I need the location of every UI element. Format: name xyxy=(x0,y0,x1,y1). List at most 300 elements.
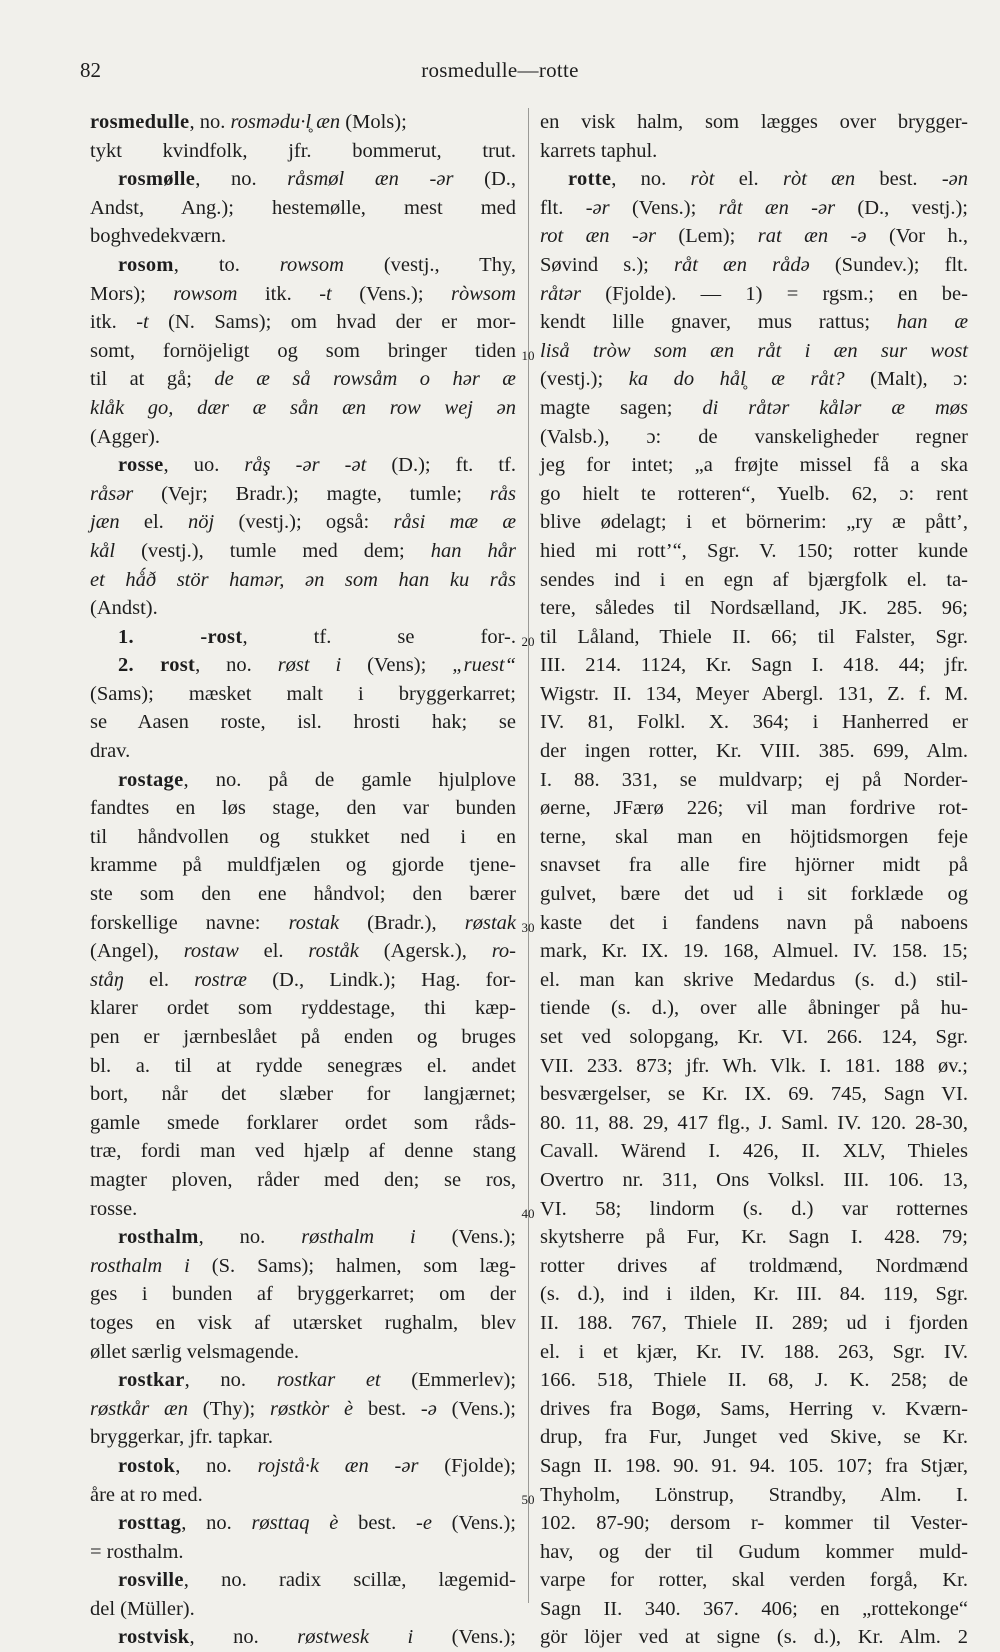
text-run: Andst, Ang.); hestemølle, mest med xyxy=(90,196,516,219)
text-run: se Aasen roste, isl. hrosti hak; se xyxy=(90,711,516,734)
text-line xyxy=(90,137,516,166)
dialect-form: røstkår æn xyxy=(90,1397,188,1420)
text-line xyxy=(90,851,516,880)
text-run: Sagn II. 340. 367. 406; en „rottekonge“ xyxy=(540,1597,968,1620)
text-line xyxy=(540,251,968,280)
text-run: gamle smede forklarer ordet som råds- xyxy=(90,1111,516,1134)
text-run: (Malt), ɔ: xyxy=(844,368,968,391)
text-line xyxy=(90,1366,516,1395)
text-line xyxy=(540,137,968,166)
text-run: , no. xyxy=(195,654,278,677)
text-line xyxy=(90,1481,516,1510)
text-line xyxy=(90,766,516,795)
text-run: tere, således til Nordsælland, JK. 285. 96; xyxy=(540,597,968,620)
text-run: set ved solopgang, Kr. VI. 266. 124, Sgr. xyxy=(540,1026,968,1048)
text-run: , to. xyxy=(173,253,280,276)
text-line xyxy=(540,1166,968,1195)
text-line xyxy=(540,280,968,309)
dialect-form: rojstå·k æn -ər xyxy=(257,1454,419,1477)
text-line xyxy=(90,1509,516,1538)
text-line xyxy=(90,1080,516,1109)
headword: rotte xyxy=(568,168,612,191)
text-run: (vestj.), tumle med dem; xyxy=(115,539,431,562)
text-line xyxy=(540,623,968,652)
text-line xyxy=(90,480,516,509)
text-run: (D., Lindk.); Hag. for- xyxy=(246,968,516,991)
text-line xyxy=(90,337,516,366)
text-run: itk. xyxy=(237,282,320,305)
text-line xyxy=(540,1481,968,1510)
text-run: (N. Sams); om hvad der er mor- xyxy=(148,311,516,334)
text-run: , tf. se for-. xyxy=(242,625,516,648)
text-run: ste som den ene håndvol; den bærer xyxy=(90,883,516,906)
text-line xyxy=(540,1052,968,1081)
text-line xyxy=(540,1338,968,1367)
text-line xyxy=(540,1452,968,1481)
line-number: 20 xyxy=(521,634,535,649)
text-line xyxy=(90,251,516,280)
headword: rosttag xyxy=(118,1512,182,1535)
dialect-form: roståk xyxy=(308,940,359,963)
dialect-form: rowsom xyxy=(279,253,344,276)
text-run: jeg for intet; „a frøjte missel få a ska xyxy=(540,454,968,477)
text-line xyxy=(540,1366,968,1395)
dialect-form: råt æn -ər xyxy=(718,196,836,219)
text-run: til at gå; xyxy=(90,368,215,391)
text-line xyxy=(540,1109,968,1138)
text-line xyxy=(540,194,968,223)
text-line xyxy=(90,194,516,223)
dialect-form: -e xyxy=(416,1512,432,1535)
line-number: 30 xyxy=(521,920,535,935)
text-run: blive ødelagt; i et börnerim: „ry æ pått’, xyxy=(540,511,968,534)
headword: rosse xyxy=(118,454,164,477)
text-run: best. xyxy=(855,168,942,191)
text-run: fandtes en løs stage, den var bunden xyxy=(90,797,516,820)
text-run: hied mi rott’“, Sgr. V. 150; rotter kunde xyxy=(540,539,968,562)
text-line xyxy=(540,1623,968,1652)
text-line xyxy=(90,308,516,337)
text-run: II. 188. 767, Thiele II. 289; ud i fjorden xyxy=(540,1311,968,1334)
text-run: (vestj.); xyxy=(540,368,629,391)
text-run: VI. 58; lindorm (s. d.) var rotternes xyxy=(540,1197,968,1220)
text-line xyxy=(90,823,516,852)
text-line xyxy=(90,423,516,452)
text-run: , no. xyxy=(198,1226,302,1249)
text-line xyxy=(90,909,516,938)
right-column xyxy=(540,108,968,1652)
text-run: tiende (s. d.), over alle åbninger på hu- xyxy=(540,997,968,1020)
dialect-form: rostkar et xyxy=(276,1369,381,1392)
dialect-form: rosmədu·l̥ æn xyxy=(230,111,341,133)
text-line xyxy=(540,651,968,680)
text-line xyxy=(540,1538,968,1567)
text-line xyxy=(540,1566,968,1595)
text-line xyxy=(90,1109,516,1138)
text-run: en visk halm, som lægges over brygger- xyxy=(540,111,968,133)
text-run: , no. xyxy=(611,168,691,191)
dialect-form: ròt xyxy=(690,168,715,191)
text-run: el. xyxy=(123,968,195,991)
dialect-form: råsmøl æn -ər xyxy=(287,168,454,191)
text-run: Sagn II. 198. 90. 91. 94. 105. 107; fra Stjær, xyxy=(540,1454,968,1477)
text-run: forskellige navne: xyxy=(90,911,289,934)
text-line xyxy=(540,394,968,423)
text-run: skytsherre på Fur, Kr. Sagn I. 428. 79; xyxy=(540,1226,968,1249)
text-run: gulvet, bære det ud i sit forklæde og xyxy=(540,883,968,906)
text-run: (Vens.); xyxy=(609,196,719,219)
text-run: (vestj.); også: xyxy=(214,511,394,534)
text-line xyxy=(90,880,516,909)
text-line xyxy=(540,708,968,737)
text-run: (Vejr; Bradr.); magte, tumle; xyxy=(133,482,490,505)
text-run: (Vens.); xyxy=(436,1397,517,1420)
dialect-form: rosthalm i xyxy=(90,1254,190,1277)
dialect-form: -ər xyxy=(585,196,610,219)
text-line xyxy=(540,1023,968,1052)
text-line xyxy=(540,365,968,394)
text-run: gör löjer ved at signe (s. d.), Kr. Alm. 2 xyxy=(540,1626,968,1649)
text-run: flt. xyxy=(540,196,586,219)
text-run: klarer ordet som ryddestage, thi kæp- xyxy=(90,997,516,1020)
text-line xyxy=(90,1309,516,1338)
text-run: , no. radix scillæ, lægemid- xyxy=(183,1569,516,1592)
text-run: (Vor h., xyxy=(866,225,968,248)
text-line xyxy=(90,508,516,537)
column-divider xyxy=(528,108,529,1603)
dialect-form: jæn xyxy=(90,511,120,534)
text-line xyxy=(540,1423,968,1452)
text-run: = rosthalm. xyxy=(90,1540,184,1563)
text-line xyxy=(540,966,968,995)
text-run: III. 214. 1124, Kr. Sagn I. 418. 44; jfr. xyxy=(540,654,968,677)
dialect-form: han æ xyxy=(896,311,968,334)
running-head: rosmedulle—rotte xyxy=(421,58,579,82)
text-line xyxy=(90,537,516,566)
dialect-form: rot æn -ər xyxy=(540,225,656,248)
dialect-form: røstwesk i xyxy=(297,1626,414,1649)
text-line xyxy=(540,1252,968,1281)
text-run: (Sams); mæsket malt i bryggerkarret; xyxy=(90,682,516,705)
text-run: mark, Kr. IX. 19. 168, Almuel. IV. 158. 15; xyxy=(540,940,968,963)
text-line xyxy=(90,680,516,709)
dialect-form: rowsom xyxy=(173,282,238,305)
text-run: (Vens); xyxy=(341,654,453,677)
text-line xyxy=(540,594,968,623)
text-line xyxy=(90,451,516,480)
text-run: terne, skal man en höjtidsmorgen feje xyxy=(540,825,968,848)
text-line xyxy=(90,1566,516,1595)
dialect-form: „ruest“ xyxy=(452,654,516,677)
text-run: Søvind s.); xyxy=(540,253,674,276)
text-run: VII. 233. 873; jfr. Wh. Vlk. I. 181. 188 øv.; xyxy=(540,1054,968,1077)
text-line xyxy=(540,737,968,766)
text-run: somt, fornöjeligt og som bringer tiden xyxy=(90,339,516,362)
text-line xyxy=(540,337,968,366)
text-run: (Angel), xyxy=(90,940,184,963)
text-run: (S. Sams); halmen, som læg- xyxy=(189,1254,516,1277)
text-line xyxy=(540,566,968,595)
dialect-form: kål xyxy=(90,539,116,562)
text-run: (Andst). xyxy=(90,597,158,620)
text-run: , no. xyxy=(181,1512,252,1535)
text-run: (D.); ft. tf. xyxy=(366,454,517,477)
text-line xyxy=(540,1080,968,1109)
text-line xyxy=(90,222,516,251)
text-run: el. xyxy=(238,940,309,963)
headword: rostkar xyxy=(118,1369,185,1392)
text-run: (Vens.); xyxy=(431,1512,517,1535)
text-run: (Agersk.), xyxy=(358,940,492,963)
text-line xyxy=(540,823,968,852)
text-run: , no. xyxy=(189,111,231,133)
headword: rosmølle xyxy=(118,168,196,191)
text-line xyxy=(90,1166,516,1195)
text-run: der ingen rotter, Kr. VIII. 385. 699, Alm. xyxy=(540,740,968,763)
line-number: 50 xyxy=(521,1492,535,1507)
text-run: del (Müller). xyxy=(90,1597,195,1620)
dialect-form: -ə xyxy=(420,1397,437,1420)
text-line xyxy=(540,222,968,251)
text-line xyxy=(90,1452,516,1481)
text-run: , no. på de gamle hjulplove xyxy=(183,768,516,791)
text-line xyxy=(90,1052,516,1081)
text-run: (Emmerlev); xyxy=(380,1369,517,1392)
text-line xyxy=(90,280,516,309)
dialect-form: ka do hål̥ æ råt? xyxy=(628,368,845,391)
left-column xyxy=(90,108,516,1652)
text-run: (Vens.); xyxy=(413,1626,516,1649)
text-run: Thyholm, Lönstrup, Strandby, Alm. I. xyxy=(540,1483,968,1506)
text-line xyxy=(540,480,968,509)
text-run: drup, fra Fur, Junget ved Skive, se Kr. xyxy=(540,1426,968,1449)
text-run: 80. 11, 88. 29, 417 flg., J. Saml. IV. 120. 28-30, xyxy=(540,1111,968,1134)
text-line xyxy=(90,1252,516,1281)
text-run: sendes ind i en egn af bjærgfolk el. ta- xyxy=(540,568,968,591)
text-line xyxy=(540,423,968,452)
text-run: drives fra Bogø, Sams, Herring v. Kværn- xyxy=(540,1397,968,1420)
text-run: (Fjolde); xyxy=(418,1454,517,1477)
text-run: , no. xyxy=(184,1369,277,1392)
text-line xyxy=(90,937,516,966)
text-run: Cavall. Wärend I. 426, II. XLV, Thieles xyxy=(540,1140,968,1163)
text-line xyxy=(540,1395,968,1424)
dialect-form: ståŋ xyxy=(90,968,124,991)
text-line xyxy=(540,1509,968,1538)
dialect-form: rostak xyxy=(288,911,340,934)
text-run: (Vens.); xyxy=(415,1226,516,1249)
text-line xyxy=(540,308,968,337)
text-run: til håndvollen og stukket ned i en xyxy=(90,825,516,848)
headword: rostvisk xyxy=(118,1626,190,1649)
dialect-form: råsi mæ æ xyxy=(393,511,516,534)
dialect-form: rostræ xyxy=(194,968,247,991)
text-run: (Agger). xyxy=(90,425,161,448)
text-run: ges i bunden af bryggerkarret; om der xyxy=(90,1283,516,1306)
text-line xyxy=(540,1595,968,1624)
headword: rostok xyxy=(118,1454,176,1477)
text-line xyxy=(90,623,516,652)
text-line xyxy=(540,937,968,966)
dialect-form: nöj xyxy=(188,511,215,534)
text-line xyxy=(90,1137,516,1166)
dialect-form: rat æn -ə xyxy=(757,225,867,248)
text-line xyxy=(540,451,968,480)
text-line xyxy=(90,737,516,766)
text-run: pen er jærnbeslået på enden og bruges xyxy=(90,1026,516,1048)
text-line xyxy=(540,508,968,537)
dialect-form: di råtər kålər æ møs xyxy=(702,396,968,419)
text-run: (Mols); xyxy=(340,111,407,133)
text-run: drav. xyxy=(90,740,131,763)
text-run: tykt kvindfolk, jfr. bommerut, trut. xyxy=(90,139,516,162)
text-run: rotter drives af troldmænd, Nordmænd xyxy=(540,1254,968,1277)
text-line xyxy=(90,566,516,595)
text-run: til Låland, Thiele II. 66; til Falster, Sgr. xyxy=(540,625,968,648)
text-run: kendt lille gnaver, mus rattus; xyxy=(540,311,897,334)
text-line xyxy=(540,1309,968,1338)
text-run: øerne, JFærø 226; vil man fordrive rot- xyxy=(540,797,968,820)
text-run: (Thy); xyxy=(187,1397,270,1420)
text-run: (Valsb.), ɔ: de vanskeligheder regner xyxy=(540,425,968,448)
text-run: (Fjolde). — 1) = rgsm.; en be- xyxy=(581,282,968,305)
dialect-form: råsər xyxy=(90,482,134,505)
headword: rostage xyxy=(118,768,184,791)
text-line xyxy=(90,651,516,680)
dialect-form: de æ så rowsåm o hər æ xyxy=(214,368,516,391)
text-run: , no. xyxy=(189,1626,298,1649)
text-line xyxy=(90,1595,516,1624)
text-line xyxy=(540,1280,968,1309)
text-run: besværgelser, se Kr. IX. 69. 745, Sagn VI. xyxy=(540,1083,968,1106)
text-run: I. 88. 331, se muldvarp; ej på Norder- xyxy=(540,768,968,791)
text-line xyxy=(90,966,516,995)
text-line xyxy=(90,1423,516,1452)
text-line xyxy=(540,1195,968,1224)
text-run: øllet særlig velsmagende. xyxy=(90,1340,299,1363)
text-line xyxy=(90,1023,516,1052)
text-run: bl. a. til at rydde senegræs el. andet xyxy=(90,1054,516,1077)
text-line xyxy=(90,394,516,423)
text-run: el. xyxy=(119,511,189,534)
text-line xyxy=(90,994,516,1023)
text-line xyxy=(540,1223,968,1252)
text-run: (Vens.); xyxy=(331,282,452,305)
text-run: go hielt te rotteren“, Yuelb. 62, ɔ: rent xyxy=(540,482,968,505)
text-line xyxy=(90,594,516,623)
dialect-form: råt æn rådə xyxy=(674,253,810,276)
text-line xyxy=(90,708,516,737)
headword: 1. -rost xyxy=(118,625,243,648)
line-number: 10 xyxy=(521,348,535,363)
text-line xyxy=(540,909,968,938)
text-line xyxy=(90,1623,516,1652)
headword: 2. rost xyxy=(118,654,196,677)
text-line xyxy=(540,680,968,709)
text-run: , no. xyxy=(175,1454,258,1477)
text-run: bryggerkar, jfr. tapkar. xyxy=(90,1426,274,1449)
text-line xyxy=(90,1223,516,1252)
dialect-form: råtər xyxy=(540,282,581,305)
text-line xyxy=(90,1280,516,1309)
text-run: karrets taphul. xyxy=(540,139,658,162)
text-line xyxy=(90,1338,516,1367)
text-line xyxy=(90,1395,516,1424)
dialect-form: røst i xyxy=(277,654,342,677)
text-run: kaste det i fandens navn på naboens xyxy=(540,911,968,934)
text-run: snavset fra alle fire hjörner midt på xyxy=(540,854,968,877)
text-line xyxy=(90,794,516,823)
text-line xyxy=(540,1137,968,1166)
headword: rosom xyxy=(118,253,174,276)
text-run: (Lem); xyxy=(655,225,758,248)
text-line xyxy=(540,766,968,795)
text-line xyxy=(540,794,968,823)
text-line xyxy=(540,994,968,1023)
text-line xyxy=(540,165,968,194)
text-run: el. i et kjær, Kr. IV. 188. 263, Sgr. IV. xyxy=(540,1340,968,1363)
dialect-form: røstkòr è xyxy=(269,1397,354,1420)
page-number: 82 xyxy=(80,58,101,82)
text-run: itk. xyxy=(90,311,137,334)
text-line xyxy=(540,851,968,880)
text-line xyxy=(540,880,968,909)
text-run: best. xyxy=(338,1512,416,1535)
text-line xyxy=(90,1195,516,1224)
dialect-form: -ən xyxy=(941,168,969,191)
dialect-form: røsthalm i xyxy=(301,1226,416,1249)
dialect-form: klåk go, dær æ sån æn row wej ən xyxy=(90,396,516,419)
text-run: , no. xyxy=(195,168,288,191)
dialect-form: ro- xyxy=(491,940,516,963)
text-run: Mors); xyxy=(90,282,174,305)
text-run: (s. d.), ind i ilden, Kr. III. 84. 119, Sgr. xyxy=(540,1283,968,1306)
dialect-form: ròt æn xyxy=(782,168,856,191)
text-run: magte sagen; xyxy=(540,396,703,419)
text-run: best. xyxy=(353,1397,421,1420)
text-line xyxy=(540,108,968,137)
dialect-form: ròwsom xyxy=(451,282,516,305)
dialect-form: røstak xyxy=(464,911,517,934)
text-line xyxy=(90,165,516,194)
dialect-form: råş -ər -ət xyxy=(244,454,367,477)
text-run: (Sundev.); flt. xyxy=(809,253,968,276)
text-run: toges en visk af utærsket rughalm, blev xyxy=(90,1311,516,1334)
dialect-form: rostaw xyxy=(183,940,239,963)
text-run: træ, fordi man ved hjælp af denne stang xyxy=(90,1140,516,1163)
text-run: Wigstr. II. 134, Meyer Abergl. 131, Z. f. M. xyxy=(540,682,968,705)
text-run: Overtro nr. 311, Ons Volksl. III. 106. 13, xyxy=(540,1168,968,1191)
dialect-form: røsttaq è xyxy=(251,1512,339,1535)
text-run: el. xyxy=(714,168,783,191)
headword: rosthalm xyxy=(118,1226,199,1249)
dialect-form: rås xyxy=(489,482,516,505)
dialect-form: -t xyxy=(319,282,332,305)
text-line xyxy=(90,365,516,394)
text-run: bort, når det slæber for langjærnet; xyxy=(90,1083,516,1106)
text-run: (Bradr.), xyxy=(339,911,465,934)
text-run: 166. 518, Thiele II. 68, J. K. 258; de xyxy=(540,1369,968,1392)
text-run: varpe for rotter, skal verden forgå, Kr. xyxy=(540,1569,968,1592)
dialect-form: liså tròw som æn råt i æn sur wost xyxy=(540,339,968,362)
headword: rosmedulle xyxy=(90,111,190,133)
line-number: 40 xyxy=(521,1206,535,1221)
text-run: (vestj., Thy, xyxy=(343,253,516,276)
text-run: magter ploven, råder med den; se ros, xyxy=(90,1168,516,1191)
headword: rosville xyxy=(118,1569,184,1592)
dialect-form: han hår xyxy=(430,539,516,562)
text-run: åre at ro med. xyxy=(90,1483,203,1506)
